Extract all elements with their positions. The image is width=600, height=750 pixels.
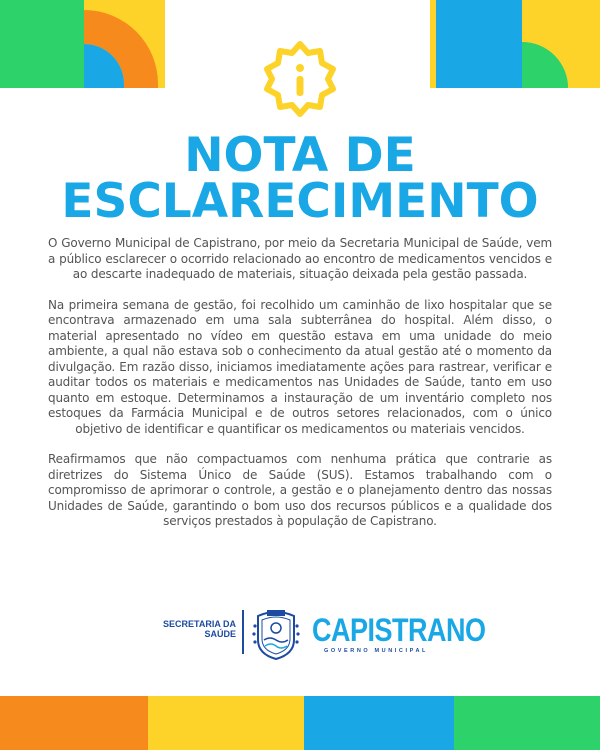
title-line-2: ESCLARECIMENTO [61,174,539,229]
secretaria-logo [158,619,236,639]
top-right-decoration [430,0,600,88]
logo-divider [242,610,244,654]
footer-segment-orange [0,696,148,750]
paragraph-3: Reafirmamos que não compactuamos com nenhuma prática que contrarie as diretrizes do Sistema Único de Saúde (SUS). Estamos trabalhando com o compromisso de aprimorar o controle, a gestão e o planejamento dentro das nossas Unidades de Saúde, garantindo o bom uso dos recursos públicos e a qualidade dos serviços prestados à população de Capistrano. [48,452,552,528]
footer-segment-green [454,696,600,750]
footer-color-bar [0,696,600,750]
paragraph-2: Na primeira semana de gestão, foi recolhido um caminhão de lixo hospitalar que se encontrava armazenado em uma sala subterrânea do hospital. Além disso, o material apresentado no vídeo em questão estava em uma unidade do meio ambiente, a qual não estava sob o conhecimento da atual gestão até o momento da divulgação. Em razão disso, iniciamos imediatamente ações para rastrear, verificar e auditar todos os materiais e medicamentos nas Unidades de Saúde, tanto em uso quanto em estoque. Determinamos a instauração de um inventário completo nos estoques da Farmácia Municipal e de outros setores relacionados, com o único objetivo de identificar e quantificar os medicamentos ou materiais vencidos. [48,297,552,436]
footer-segment-yellow [148,696,304,750]
footer-segment-blue [304,696,454,750]
page-title [0,128,600,229]
info-badge-icon [261,40,339,118]
top-left-decoration [0,0,165,88]
municipal-crest-icon [248,606,304,662]
logos-bar [158,606,486,662]
body-text [48,236,552,530]
city-subtitle: GOVERNO MUNICIPAL [324,648,428,654]
city-name: CAPISTRANO [312,612,486,648]
secretaria-label-line-1: SECRETARIA DA [162,619,236,629]
title-line-1: NOTA DE [184,128,416,183]
secretaria-label-line-2: SAÚDE [204,629,236,639]
paragraph-1: O Governo Municipal de Capistrano, por meio da Secretaria Municipal de Saúde, vem a público esclarecer o ocorrido relacionado ao encontro de medicamentos vencidos e ao descarte inadequado de materiais, situação deixada pela gestão passada. [48,236,552,281]
